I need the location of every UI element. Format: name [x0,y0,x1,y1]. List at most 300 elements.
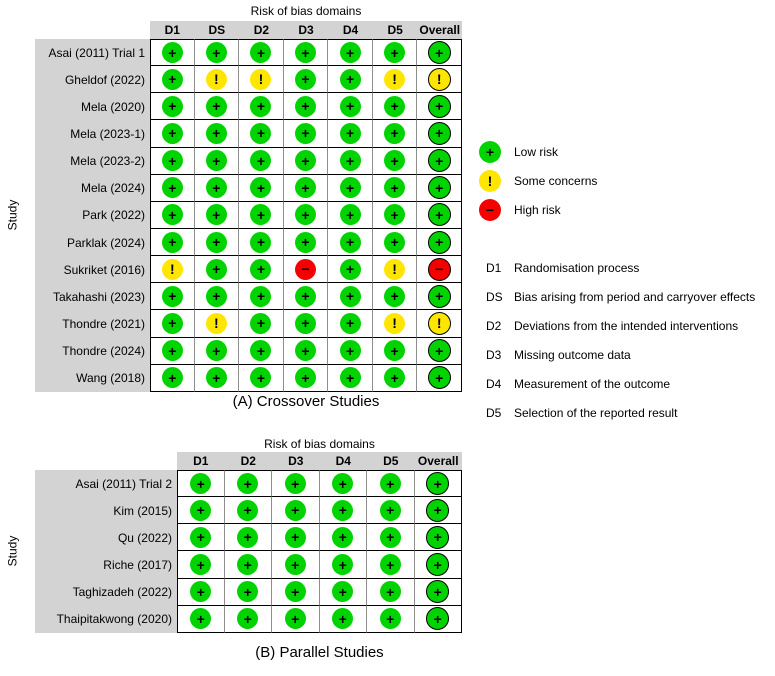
judgment-icon-low: + [380,581,401,602]
judgment-icon-low: + [285,608,306,629]
domain-code: D1 [486,261,502,275]
judgment-cell [284,365,329,392]
judgment-icon-low: + [332,500,353,521]
judgment-icon-low: + [426,580,449,603]
domain-label: Randomisation process [514,261,640,275]
judgment-cell [225,470,273,497]
judgment-icon-low: + [380,554,401,575]
judgment-icon-low: + [285,554,306,575]
judgment-cell [373,229,418,256]
judgment-icon-low: + [250,259,271,280]
legend-label: Some concerns [514,174,598,188]
judgment-icon-high: − [428,258,451,281]
judgment-icon-low: + [206,340,227,361]
study-label: Wang (2018) [35,365,150,392]
judgment-icon-low: + [428,176,451,199]
judgment-cell [417,148,462,175]
study-label: Thaipitakwong (2020) [35,606,177,633]
judgment-cell [417,338,462,365]
judgment-cell [225,579,273,606]
header-corner [35,21,150,39]
judgment-icon-low: + [237,473,258,494]
judgment-cell [328,148,373,175]
judgment-icon-low: + [295,177,316,198]
column-header-d3: D3 [272,452,320,470]
judgment-icon-some: ! [206,69,227,90]
judgment-cell [195,66,240,93]
judgment-icon-low: + [190,500,211,521]
judgment-icon-low: + [250,42,271,63]
judgment-icon-low: + [250,313,271,334]
judgment-icon-low: + [190,527,211,548]
judgment-icon-low: + [384,42,405,63]
judgment-icon-low: + [190,473,211,494]
judgment-icon-low: + [340,177,361,198]
judgment-cell [328,365,373,392]
judgment-icon-low: + [384,150,405,171]
judgment-icon-low: + [237,500,258,521]
header-corner [35,452,177,470]
study-label: Qu (2022) [35,524,177,551]
judgment-cell [177,524,225,551]
judgment-icon-low: + [162,150,183,171]
judgment-icon-low: + [428,95,451,118]
judgment-cell [195,93,240,120]
judgment-cell [225,524,273,551]
judgment-icon-low: + [206,96,227,117]
judgment-icon-low: + [426,553,449,576]
column-header-overall: Overall [415,452,463,470]
legend-item-high [479,199,597,221]
judgment-cell [150,229,195,256]
judgment-icon-low: + [162,96,183,117]
judgment-icon-low: + [384,177,405,198]
judgment-icon-low: + [206,204,227,225]
domain-label: Measurement of the outcome [514,377,671,391]
judgment-cell [417,120,462,147]
judgment-cell [284,310,329,337]
judgment-icon-low: + [295,367,316,388]
domain-definitions [486,261,774,435]
judgment-icon-low: + [340,340,361,361]
judgment-cell [373,365,418,392]
judgment-icon-low: + [384,340,405,361]
judgment-cell [150,365,195,392]
judgment-icon-some: ! [206,313,227,334]
judgment-icon-low: + [340,204,361,225]
domain-label: Missing outcome data [514,348,631,362]
judgment-cell [239,175,284,202]
judgment-icon-low: + [295,150,316,171]
domain-definition-d5 [486,406,774,420]
judgment-cell [373,310,418,337]
judgment-cell [328,66,373,93]
judgment-cell [367,551,415,578]
domain-code: DS [486,290,503,304]
judgment-icon-low: + [426,526,449,549]
judgment-cell [415,606,463,633]
judgment-icon-high: − [295,259,316,280]
judgment-cell [150,202,195,229]
judgment-cell [272,551,320,578]
judgment-icon-some: ! [384,69,405,90]
judgment-cell [320,470,368,497]
judgment-icon-low: + [295,313,316,334]
judgment-icon-low: + [206,232,227,253]
judgment-cell [239,229,284,256]
judgment-cell [195,202,240,229]
judgment-cell [150,93,195,120]
column-header-d4: D4 [328,21,373,39]
judgment-cell [272,470,320,497]
judgment-cell [415,470,463,497]
column-header-d4: D4 [320,452,368,470]
judgment-icon-low: + [295,340,316,361]
judgment-cell [195,365,240,392]
judgment-icon-low: + [162,286,183,307]
judgment-icon-low: + [384,204,405,225]
panel-a-caption: (A) Crossover Studies [232,393,380,410]
judgment-icon-low: + [384,123,405,144]
judgment-icon-some: ! [384,259,405,280]
judgment-icon-low: + [340,150,361,171]
judgment-cell [373,39,418,66]
judgment-icon-low: + [250,123,271,144]
judgment-cell [417,66,462,93]
judgment-icon-low: + [295,96,316,117]
judgment-icon-low: + [190,581,211,602]
judgment-icon-some: ! [162,259,183,280]
judgment-cell [417,39,462,66]
domain-definition-d4 [486,377,774,391]
column-header-d1: D1 [150,21,195,39]
judgment-icon-low: + [428,203,451,226]
panel-b-caption: (B) Parallel Studies [255,644,384,661]
judgment-cell [284,256,329,283]
judgment-icon-low: + [295,42,316,63]
judgment-cell [284,120,329,147]
judgment-icon-low: + [250,286,271,307]
judgment-icon-low: + [162,367,183,388]
judgment-cell [320,497,368,524]
judgment-icon-low: + [384,96,405,117]
legend-item-low [479,141,597,163]
judgment-cell [177,579,225,606]
study-label: Mela (2024) [35,175,150,202]
judgment-cell [417,93,462,120]
judgment-cell [373,66,418,93]
judgment-icon-low: + [340,96,361,117]
panel-a-title: Risk of bias domains [250,4,362,18]
judgment-icon-low: + [162,123,183,144]
judgment-cell [150,175,195,202]
judgment-icon-low: + [285,473,306,494]
judgment-icon-low: + [237,581,258,602]
judgment-cell [417,202,462,229]
judgment-icon-low: + [340,313,361,334]
judgment-cell [367,606,415,633]
judgment-icon-low: + [332,581,353,602]
column-header-d5: D5 [367,452,415,470]
judgment-cell [415,579,463,606]
judgment-icon-low: + [295,232,316,253]
judgment-cell [328,93,373,120]
judgment-cell [373,93,418,120]
judgment-cell [284,39,329,66]
judgment-cell [328,202,373,229]
judgment-cell [272,579,320,606]
judgment-cell [177,551,225,578]
domain-label: Selection of the reported result [514,406,678,420]
judgment-cell [195,175,240,202]
judgment-icon-low: + [162,69,183,90]
judgment-icon-low: + [340,232,361,253]
judgment-icon-low: + [428,339,451,362]
judgment-icon-low: + [250,204,271,225]
legend-some-icon: ! [479,170,501,192]
judgment-cell [284,338,329,365]
judgment-cell [373,148,418,175]
judgment-cell [239,93,284,120]
judgment-cell [150,39,195,66]
judgment-icon-low: + [426,499,449,522]
judgment-icon-low: + [162,204,183,225]
judgment-cell [373,338,418,365]
judgment-cell [417,175,462,202]
judgment-icon-low: + [206,259,227,280]
judgment-icon-low: + [237,554,258,575]
legend-low-icon: + [479,141,501,163]
judgment-cell [284,66,329,93]
judgment-cell [328,175,373,202]
judgment-icon-low: + [428,285,451,308]
judgment-icon-low: + [428,41,451,64]
judgment-icon-low: + [340,286,361,307]
judgment-icon-low: + [426,472,449,495]
judgment-icon-some: ! [428,68,451,91]
legend-high-icon: − [479,199,501,221]
domain-definition-d2 [486,319,774,333]
judgment-icon-low: + [295,69,316,90]
judgment-cell [284,93,329,120]
study-label: Sukriket (2016) [35,256,150,283]
domain-label: Deviations from the intended interventions [514,319,739,333]
study-label: Takahashi (2023) [35,283,150,310]
column-header-d5: D5 [373,21,418,39]
judgment-icon-low: + [162,340,183,361]
judgment-cell [239,148,284,175]
judgment-cell [150,283,195,310]
judgment-cell [320,551,368,578]
judgment-icon-low: + [285,581,306,602]
judgment-cell [417,310,462,337]
judgment-cell [195,229,240,256]
judgment-cell [284,283,329,310]
domain-definition-d3 [486,348,774,362]
judgment-cell [150,66,195,93]
judgment-cell [177,497,225,524]
study-label: Parklak (2024) [35,229,150,256]
legend-label: Low risk [514,145,559,159]
study-label: Mela (2020) [35,93,150,120]
judgment-icon-low: + [340,259,361,280]
judgment-cell [177,606,225,633]
study-label: Park (2022) [35,202,150,229]
study-label: Mela (2023-1) [35,120,150,147]
column-header-overall: Overall [419,23,461,37]
judgment-cell [328,256,373,283]
judgment-cell [328,229,373,256]
judgment-cell [367,524,415,551]
judgment-cell [239,66,284,93]
judgment-cell [284,229,329,256]
domain-code: D3 [486,348,502,362]
judgment-icon-low: + [332,554,353,575]
risk-legend [479,141,597,228]
judgment-icon-low: + [295,123,316,144]
judgment-cell [320,524,368,551]
judgment-icon-low: + [332,473,353,494]
judgment-cell [195,148,240,175]
domain-code: D4 [486,377,502,391]
judgment-icon-low: + [428,149,451,172]
study-label: Kim (2015) [35,497,177,524]
judgment-cell [195,310,240,337]
domain-label: Bias arising from period and carryover effects [514,290,756,304]
judgment-icon-low: + [206,150,227,171]
judgment-cell [284,202,329,229]
judgment-icon-low: + [332,608,353,629]
legend-label: High risk [514,203,561,217]
panel-b-grid [35,452,462,633]
judgment-icon-low: + [162,232,183,253]
judgment-cell [328,39,373,66]
judgment-cell [415,524,463,551]
study-label: Gheldof (2022) [35,66,150,93]
judgment-cell [225,551,273,578]
judgment-cell [195,120,240,147]
judgment-cell [177,470,225,497]
judgment-cell [328,120,373,147]
judgment-icon-low: + [206,177,227,198]
study-label: Taghizadeh (2022) [35,579,177,606]
judgment-cell [272,524,320,551]
judgment-icon-low: + [162,42,183,63]
judgment-icon-low: + [380,608,401,629]
study-label: Asai (2011) Trial 2 [35,470,177,497]
study-label: Riche (2017) [35,551,177,578]
judgment-icon-low: + [250,340,271,361]
judgment-cell [367,579,415,606]
judgment-icon-low: + [428,231,451,254]
judgment-icon-low: + [250,177,271,198]
judgment-cell [417,256,462,283]
judgment-cell [320,579,368,606]
column-header-d2: D2 [225,452,273,470]
column-header-d2: D2 [239,21,284,39]
judgment-cell [373,283,418,310]
judgment-icon-low: + [295,204,316,225]
judgment-icon-low: + [250,367,271,388]
judgment-cell [367,470,415,497]
judgment-icon-low: + [384,367,405,388]
judgment-cell [150,120,195,147]
judgment-cell [417,283,462,310]
judgment-icon-low: + [340,42,361,63]
judgment-cell [150,338,195,365]
panel-b-study-axis-label: Study [5,535,20,567]
judgment-cell [328,283,373,310]
judgment-cell [284,175,329,202]
judgment-icon-low: + [190,554,211,575]
judgment-cell [150,310,195,337]
legend-item-some [479,170,597,192]
judgment-icon-low: + [285,500,306,521]
judgment-icon-low: + [380,527,401,548]
judgment-icon-some: ! [428,312,451,335]
judgment-icon-low: + [206,286,227,307]
study-label: Thondre (2024) [35,338,150,365]
domain-definition-ds [486,290,774,304]
judgment-cell [239,120,284,147]
judgment-cell [239,256,284,283]
judgment-cell [328,310,373,337]
panel-a-study-axis-label: Study [5,199,20,231]
judgment-icon-low: + [162,177,183,198]
judgment-cell [195,256,240,283]
judgment-cell [239,202,284,229]
judgment-icon-low: + [250,150,271,171]
judgment-icon-low: + [237,608,258,629]
domain-code: D2 [486,319,502,333]
study-label: Mela (2023-2) [35,148,150,175]
column-header-ds: DS [195,21,240,39]
judgment-icon-low: + [340,69,361,90]
judgment-cell [239,310,284,337]
judgment-cell [272,606,320,633]
judgment-cell [225,497,273,524]
judgment-cell [417,229,462,256]
judgment-icon-low: + [428,122,451,145]
judgment-cell [239,283,284,310]
judgment-cell [320,606,368,633]
judgment-icon-low: + [426,607,449,630]
judgment-cell [328,338,373,365]
judgment-cell [373,175,418,202]
judgment-cell [373,120,418,147]
column-header-d3: D3 [284,21,329,39]
judgment-cell [239,365,284,392]
judgment-cell [195,338,240,365]
column-header-d1: D1 [177,452,225,470]
judgment-icon-low: + [384,232,405,253]
judgment-icon-low: + [380,500,401,521]
judgment-icon-low: + [380,473,401,494]
judgment-icon-low: + [340,123,361,144]
judgment-cell [150,256,195,283]
judgment-icon-low: + [332,527,353,548]
panel-b-title: Risk of bias domains [264,437,375,451]
judgment-icon-low: + [250,96,271,117]
judgment-icon-low: + [340,367,361,388]
judgment-cell [195,283,240,310]
panel-a-grid [35,21,462,392]
judgment-icon-low: + [190,608,211,629]
judgment-cell [272,497,320,524]
judgment-cell [415,497,463,524]
judgment-icon-low: + [206,42,227,63]
judgment-cell [239,39,284,66]
